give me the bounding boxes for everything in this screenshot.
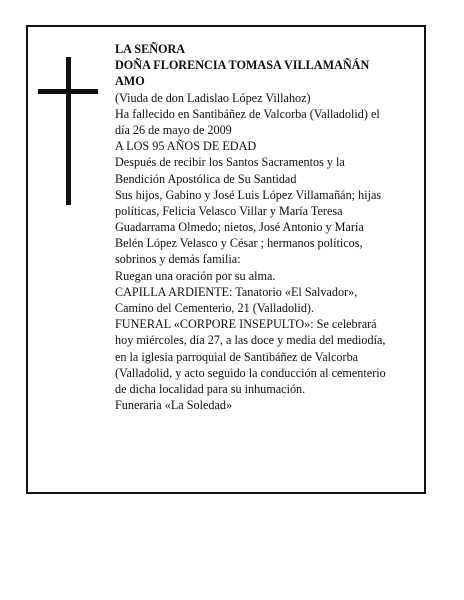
notice-line-6: día 26 de mayo de 2009 <box>115 122 232 137</box>
notice-line-21: (Valladolid, y acto seguido la conducción al cementerio <box>115 365 386 380</box>
notice-line-4: (Viuda de don Ladislao López Villahoz) <box>115 90 311 105</box>
notice-line-3: AMO <box>115 74 145 89</box>
cross-vertical-bar <box>66 57 71 205</box>
notice-line-7: A LOS 95 AÑOS DE EDAD <box>115 139 257 154</box>
cross-horizontal-bar <box>38 89 98 94</box>
notice-line-1: LA SEÑORA <box>115 42 186 56</box>
notice-line-11: políticas, Felicia Velasco Villar y María Teresa <box>115 203 343 218</box>
cross-icon <box>38 57 98 205</box>
notice-line-23: Funeraria «La Soledad» <box>115 398 233 413</box>
notice-line-10: Sus hijos, Gabino y José Luis López Villamañán; hijas <box>115 187 382 202</box>
notice-line-19: hoy miércoles, día 27, a las doce y media del mediodía, <box>115 333 386 348</box>
notice-line-13: Belén López Velasco y César ; hermanos políticos, <box>115 236 363 251</box>
notice-line-20: en la iglesia parroquial de Santibáñez de Valcorba <box>115 349 359 364</box>
notice-line-9: Bendición Apostólica de Su Santidad <box>115 171 297 186</box>
notice-line-14: sobrinos y demás familia: <box>115 252 241 267</box>
obituary-text <box>115 41 427 413</box>
notice-line-15: Ruegan una oración por su alma. <box>115 268 276 283</box>
notice-line-5: Ha fallecido en Santibáñez de Valcorba (Valladolid) el <box>115 106 380 121</box>
notice-line-12: Guadarrama Olmedo; nietos, José Antonio y María <box>115 220 364 235</box>
notice-line-8: Después de recibir los Santos Sacramentos y la <box>115 155 345 170</box>
notice-line-17: Camino del Cementerio, 21 (Valladolid). <box>115 301 315 315</box>
notice-line-2: DOÑA FLORENCIA TOMASA VILLAMAÑÁN <box>115 58 370 73</box>
notice-line-16: CAPILLA ARDIENTE: Tanatorio «El Salvador», <box>115 284 358 299</box>
notice-line-22: de dicha localidad para su inhumación. <box>115 381 306 396</box>
notice-line-18: FUNERAL «CORPORE INSEPULTO»: Se celebrará <box>115 317 377 332</box>
obituary-notice-frame <box>26 25 426 494</box>
